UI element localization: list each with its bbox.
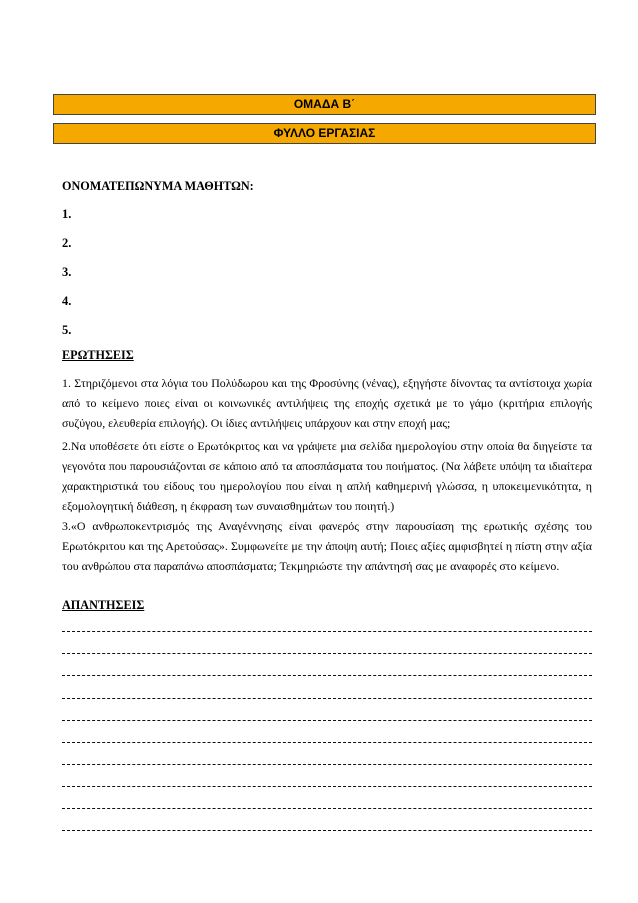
answer-line[interactable] (62, 764, 592, 765)
answer-line[interactable] (62, 720, 592, 721)
answer-line[interactable] (62, 808, 592, 809)
answer-line[interactable] (62, 786, 592, 787)
students-label: ΟΝΟΜΑΤΕΠΩΝΥΜΑ ΜΑΘΗΤΩΝ: (62, 179, 254, 193)
group-banner (53, 94, 596, 115)
question-3: 3.«Ο ανθρωποκεντρισμός της Αναγέννησης είναι φανερός στην παρουσίαση της ερωτικής σχέσης του Ερωτόκριτου και της Αρετούσας». Συμφωνείτε με την άποψη αυτή; Ποιες αξίες αμφισβητεί η πίστη στην αξία του ανθρώπου στα παραπάνω αποσπάσματα; Τεκμηριώστε την απάντησή σας με αναφορές στο κείμενο. (62, 519, 592, 573)
question-2: 2.Να υποθέσετε ότι είστε ο Ερωτόκριτος και να γράψετε μια σελίδα ημερολογίου στην οποία θα διηγείστε τα γεγονότα που παρουσιάζονται σε κάποιο από τα αποσπάσματα του ποιήματος. (Να λάβετε υπόψη τα ιδιαίτερα χαρακτηριστικά του είδους του ημερολογίου που είναι η απλή καθημερινή γλώσσα, η υποκειμενικότητα, η εξομολογητική διάθεση, η έκφραση των συναισθημάτων του ποιητή.) (62, 439, 592, 513)
answer-line[interactable] (62, 653, 592, 654)
question-1: 1. Στηριζόμενοι στα λόγια του Πολύδωρου και της Φροσύνης (νένας), εξηγήστε δίνοντας τα αντίστοιχα χωρία από το κείμενο ποιες είναι οι κοινωνικές αντιλήψεις της εποχής σχετικά με το γάμο (κριτήρια επιλογής συζύγου, ελευθερία επιλογής). Οι ίδιες αντιλήψεις υπάρχουν και στην εποχή μας; (62, 376, 592, 430)
student-number-4: 4. (62, 294, 72, 308)
answer-line[interactable] (62, 675, 592, 676)
answer-line[interactable] (62, 830, 592, 831)
student-number-5: 5. (62, 323, 72, 337)
answer-line[interactable] (62, 698, 592, 699)
worksheet-title: ΦΥΛΛΟ ΕΡΓΑΣΙΑΣ (273, 126, 376, 140)
group-title: ΟΜΑΔΑ Β΄ (293, 97, 356, 111)
worksheet-banner (53, 123, 596, 144)
student-number-1: 1. (62, 207, 72, 221)
student-number-2: 2. (62, 236, 72, 250)
answer-line[interactable] (62, 742, 592, 743)
answer-line[interactable] (62, 631, 592, 632)
questions-heading: ΕΡΩΤΗΣΕΙΣ (62, 348, 134, 362)
student-number-3: 3. (62, 265, 72, 279)
answers-heading: ΑΠΑΝΤΗΣΕΙΣ (62, 598, 145, 612)
